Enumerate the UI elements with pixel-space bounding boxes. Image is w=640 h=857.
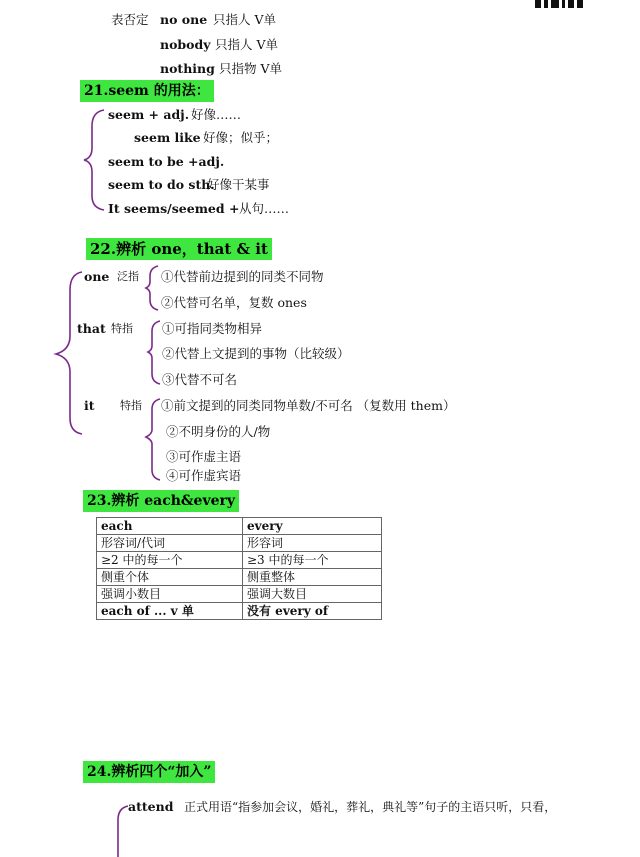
group-it-item-3: ③可作虚主语 (166, 449, 242, 464)
group-it-tag: 特指 (120, 399, 142, 412)
negation-label: 表否定 (111, 12, 149, 27)
negation-word-1: no one (160, 12, 208, 27)
seem-item-4-note: 好像干某事 (207, 177, 270, 192)
seem-item-1-word: seem + adj. (108, 107, 190, 122)
group-it-item-1: ①前文提到的同类同物单数/不可名 （复数用 them） (161, 398, 456, 413)
table-cell: 形容词/代词 (97, 535, 243, 552)
table-cell: 形容词 (243, 535, 382, 552)
that-brace (148, 321, 160, 384)
seem-item-5-note: 从句…… (239, 201, 290, 216)
group-one-item-1: ①代替前边提到的同类不同物 (161, 269, 324, 284)
table-cell: 强调大数目 (243, 586, 382, 603)
table-cell: each (97, 518, 243, 535)
group-one-item-2: ②代替可名单，复数 ones (161, 295, 307, 310)
seem-item-2-word: seem like (134, 130, 201, 145)
negation-note-2: 只指人 V单 (215, 37, 279, 52)
group-it-word: it (84, 398, 95, 413)
group-that-item-2: ②代替上文提到的事物（比较级） (162, 346, 350, 361)
table-cell: every (243, 518, 382, 535)
main-brace (56, 272, 82, 434)
negation-word-2: nobody (160, 37, 211, 52)
table-cell: 侧重整体 (243, 569, 382, 586)
negation-word-3: nothing (160, 61, 215, 76)
seem-item-4-word: seem to do sth. (108, 177, 215, 192)
section-24-heading: 24.辨析四个“加入” (83, 761, 215, 783)
seem-item-5-word: It seems/seemed + (108, 201, 240, 216)
seem-item-2-note: 好像；似乎； (203, 130, 279, 145)
group-it-item-2: ②不明身份的人/物 (166, 424, 271, 439)
one-brace (146, 266, 158, 310)
table-cell: ≥3 中的每一个 (243, 552, 382, 569)
seem-item-1-note: 好像…… (191, 107, 242, 122)
group-that-item-3: ③代替不可名 (162, 372, 238, 387)
seem-item-3-word: seem to be +adj. (108, 154, 225, 169)
section-22-heading: 22.辨析 one，that & it (86, 238, 272, 260)
section-23-heading: 23.辨析 each&every (83, 490, 239, 512)
table-cell: 强调小数目 (97, 586, 243, 603)
seem-brace (84, 110, 104, 210)
group-that-item-1: ①可指同类物相异 (162, 321, 263, 336)
negation-note-1: 只指人 V单 (213, 12, 277, 27)
group-one-tag: 泛指 (117, 270, 139, 283)
table-cell: ≥2 中的每一个 (97, 552, 243, 569)
table-cell: each of ... v 单 (97, 603, 243, 620)
negation-note-3: 只指物 V单 (219, 61, 283, 76)
group-that-word: that (77, 321, 106, 336)
it-brace (146, 399, 160, 480)
group-that-tag: 特指 (111, 322, 133, 335)
attend-bracket (118, 806, 128, 857)
group-it-item-4: ④可作虚宾语 (166, 468, 242, 483)
group-one-word: one (84, 269, 110, 284)
table-cell: 侧重个体 (97, 569, 243, 586)
section-21-heading: 21.seem 的用法： (80, 80, 214, 102)
table-cell: 没有 every of (243, 603, 382, 620)
attend-word: attend (128, 799, 174, 814)
attend-note: 正式用语“指参加会议，婚礼，葬礼，典礼等”句子的主语只听，只看， (184, 800, 557, 814)
